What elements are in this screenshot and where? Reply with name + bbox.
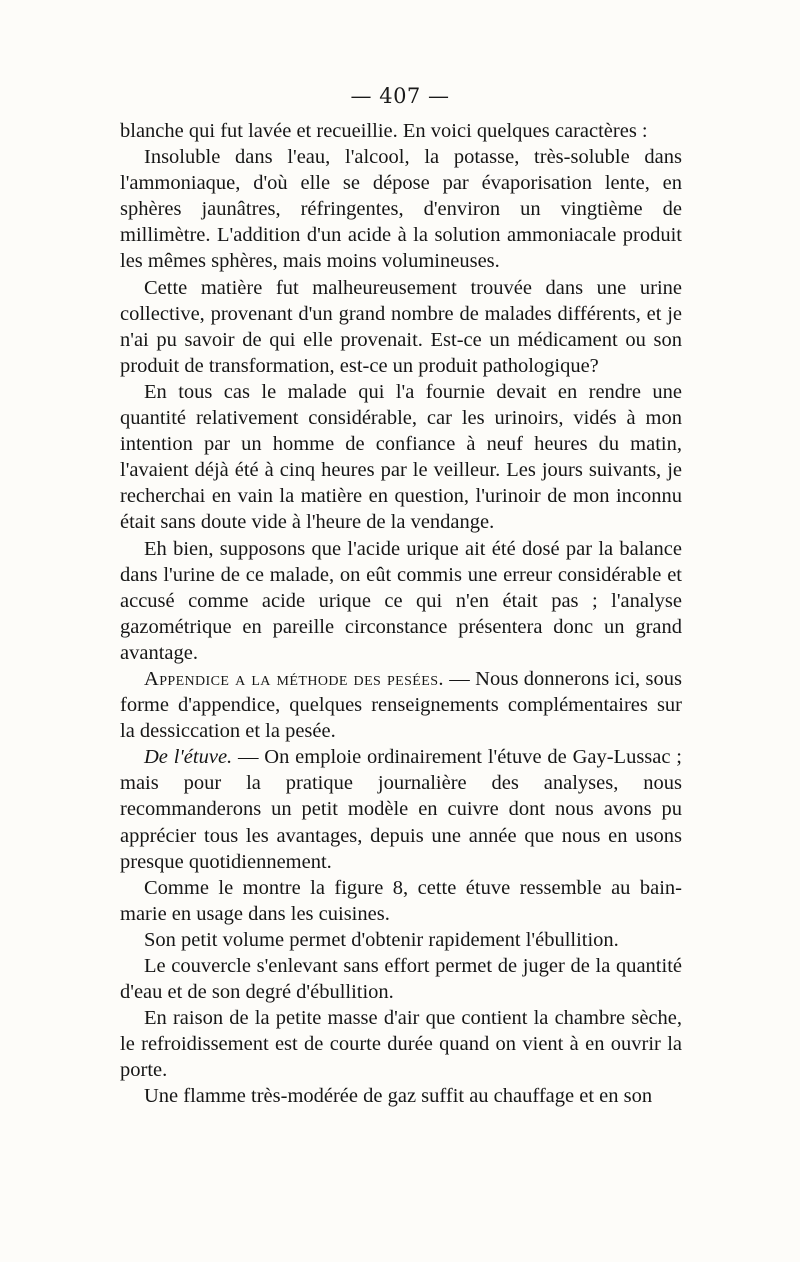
paragraph-etuve: [120, 744, 682, 874]
appendix-heading: Appendice a la méthode des pesées.: [144, 667, 444, 690]
page-number: — 407 —: [350, 84, 450, 108]
appendix-text: — Nous donnerons ici, sous forme d'appendice, quelques renseignements complémentaires sur la dessiccation et la pesée.: [120, 667, 682, 743]
paragraph-appendix: [120, 666, 682, 744]
body-text: [120, 118, 682, 1110]
paragraph-uric-acid: Eh bien, supposons que l'acide urique ait été dosé par la balance dans l'urine de ce malade, on eût commis une erreur considérable et accusé comme acide urique ce qui n'en était pas ; l'analyse gazométrique en pareille circonstance présentera donc un grand avantage.: [120, 537, 682, 664]
paragraph-patient: En tous cas le malade qui l'a fournie devait en rendre une quantité relativement considérable, car les urinoirs, vidés à mon intention par un homme de confiance à neuf heures du matin, l'avaient déjà été à cinq heures par le veilleur. Les jours suivants, je recherchai en vain la matière en question, l'urinoir de mon inconnu était sans doute vide à l'heure de la vendange.: [120, 380, 682, 534]
paragraph-collective-urine: Cette matière fut malheureusement trouvée dans une urine collective, provenant d'un grand nombre de malades différents, et je n'ai pu savoir de qui elle provenait. Est-ce un médicament ou son produit de transformation, est-ce un produit pathologique?: [120, 276, 682, 377]
paragraph-lid: Le couvercle s'enlevant sans effort permet de juger de la quantité d'eau et de son degré d'ébullition.: [120, 955, 682, 1004]
paragraph-flame: Une flamme très-modérée de gaz suffit au chauffage et en son: [144, 1085, 653, 1108]
paragraph-continuation: blanche qui fut lavée et recueillie. En voici quelques caractères :: [120, 120, 648, 142]
etuve-text: — On emploie ordinairement l'étuve de Gay-Lussac ; mais pour la pratique journalière des analyses, nous recommanderons un petit modèle en cuivre dont nous avons pu apprécier tous les avantages, depuis une année que nous en usons presque quotidiennement.: [120, 746, 682, 873]
etuve-heading: De l'étuve.: [144, 746, 233, 769]
paragraph-volume: Son petit volume permet d'obtenir rapidement l'ébullition.: [144, 928, 619, 951]
paragraph-figure: Comme le montre la figure 8, cette étuve ressemble au bain-marie en usage dans les cuisines.: [120, 876, 682, 925]
paragraph-properties: Insoluble dans l'eau, l'alcool, la potasse, très-soluble dans l'ammoniaque, d'où elle se dépose par évaporisation lente, en sphères jaunâtres, réfringentes, d'environ un vingtième de millimètre. L'addition d'un acide à la solution ammoniacale produit les mêmes sphères, mais moins volumineuses.: [120, 146, 682, 273]
paragraph-air-mass: En raison de la petite masse d'air que contient la chambre sèche, le refroidissement est de courte durée quand on vient à en ouvrir la porte.: [120, 1007, 682, 1082]
